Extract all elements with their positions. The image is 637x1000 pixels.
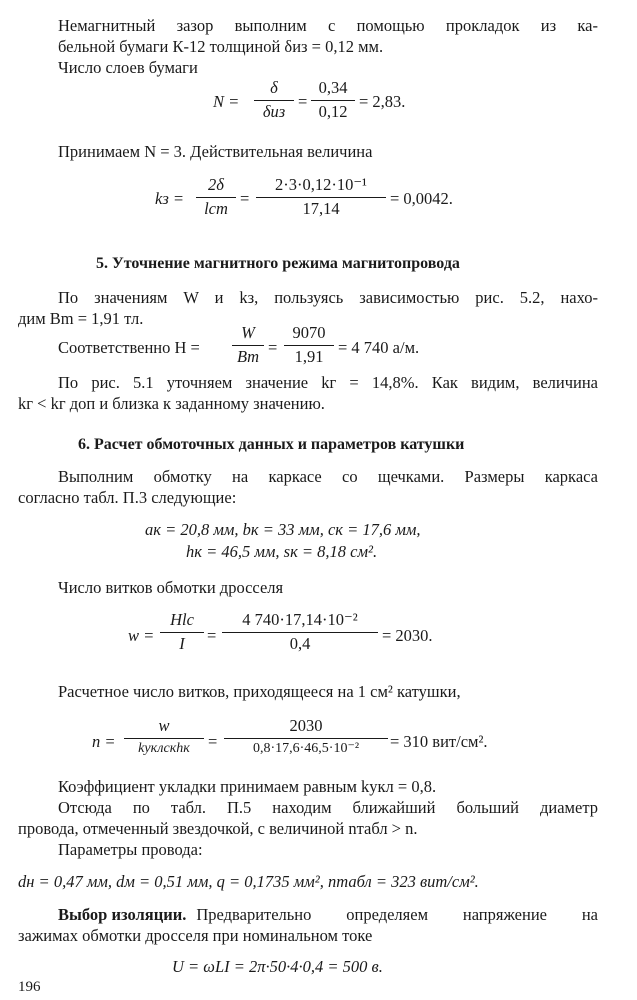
eq-n2-f2-den: 0,8·17,6·46,5·10⁻² (252, 740, 360, 756)
eq-kz-rhs: = 0,0042. (390, 189, 453, 208)
turns-per-cm-label: Расчетное число витков, приходящееся на 1 см² катушки, (58, 682, 461, 701)
equation-u: U = ωLI = 2π·50·4·0,4 = 500 в. (172, 957, 383, 976)
fill-factor-line-3: провода, отмеченный звездочкой, с величиной nтабл > n. (18, 819, 418, 838)
eq-n2-fraction-1 (124, 718, 204, 756)
page-number: 196 (18, 979, 41, 995)
eq-n2-f2-num: 2030 (289, 716, 323, 735)
eq-n2-f1-num: w (158, 716, 170, 735)
eq-w-fraction-2 (222, 612, 378, 652)
fill-factor-line-1: Коэффициент укладки принимаем равным kукл = 0,8. (58, 777, 437, 796)
eq-n2-lhs: n = (92, 732, 116, 751)
layers-label: Число слоев бумаги (58, 58, 198, 77)
insulation-heading: Выбор изоляции. (58, 905, 187, 924)
section-5-heading: 5. Уточнение магнитного режима магнитопровода (96, 255, 460, 272)
eq-n2-f1-den: kуклcкhк (138, 740, 190, 756)
section-6-heading: 6. Расчет обмоточных данных и параметров катушки (78, 436, 465, 453)
eq-n-f1-den: δиз (262, 101, 286, 121)
eq-w-lhs: w = (128, 626, 155, 645)
eq-n2-eq1: = (208, 732, 218, 751)
section-6-line-2: согласно табл. П.3 следующие: (18, 488, 237, 507)
insulation-line-1-text: Предварительно определяем напряжение на (196, 905, 598, 924)
section-5-line-2: дим Bm = 1,91 тл. (18, 309, 144, 328)
paragraph-gap-line-2: бельной бумаги К-12 толщиной δиз = 0,12 мм. (58, 37, 384, 56)
insulation-line-2: зажимах обмотки дросселя при номинальном токе (18, 926, 373, 945)
eq-h-rhs: = 4 740 а/м. (338, 338, 420, 357)
eq-w-f2-num: 4 740·17,14·10⁻² (242, 610, 358, 629)
eq-w-rhs: = 2030. (382, 626, 433, 645)
eq-n-lhs: N = (213, 92, 240, 111)
eq-n-f2-den: 0,12 (318, 101, 348, 121)
section-6-line-1: Выполним обмотку на каркасе со щечками. Размеры каркаса (58, 467, 598, 486)
eq-kz-fraction-2 (256, 177, 386, 217)
eq-kz-fraction-1 (196, 177, 236, 217)
eq-n-rhs: = 2,83. (359, 92, 406, 111)
eq-kz-eq1: = (240, 189, 250, 208)
eq-w-eq1: = (207, 626, 217, 645)
section-5-line-1: По значениям W и kз, пользуясь зависимостью рис. 5.2, нахо- (58, 288, 598, 307)
frame-dimensions-line-1: aк = 20,8 мм, bк = 33 мм, cк = 17,6 мм, (145, 520, 421, 539)
wire-params-values: dн = 0,47 мм, dм = 0,51 мм, q = 0,1735 мм², nтабл = 323 вит/см². (18, 872, 479, 891)
eq-n-f2-num: 0,34 (318, 78, 348, 97)
eq-h-fraction-2 (284, 325, 334, 365)
eq-kz-f2-den: 17,14 (302, 198, 340, 218)
eq-kz-f1-num: 2δ (208, 175, 224, 194)
eq-w-f1-den: I (179, 633, 185, 653)
eq-h-lhs: Соответственно H = (58, 338, 200, 357)
eq-n-f1-num: δ (270, 78, 278, 97)
eq-w-f2-den: 0,4 (289, 633, 311, 653)
turns-label: Число витков обмотки дросселя (58, 578, 284, 597)
wire-params-label: Параметры провода: (58, 840, 203, 859)
frame-dimensions-line-2: hк = 46,5 мм, sк = 8,18 см². (186, 542, 378, 561)
section-5-line-3: По рис. 5.1 уточняем значение kг = 14,8%. Как видим, величина (58, 373, 598, 392)
eq-n2-fraction-2 (224, 718, 388, 756)
eq-kz-f2-num: 2·3·0,12·10⁻¹ (274, 175, 367, 194)
eq-h-fraction-1 (232, 325, 264, 365)
eq-h-f2-den: 1,91 (294, 346, 324, 366)
eq-n-fraction-1 (254, 80, 294, 120)
fill-factor-line-2: Отсюда по табл. П.5 находим ближайший больший диаметр (58, 798, 598, 817)
accept-n-line: Принимаем N = 3. Действительная величина (58, 142, 373, 161)
eq-w-f1-num: Hlc (170, 610, 194, 629)
section-5-line-4: kг < kг доп и близка к заданному значению. (18, 394, 325, 413)
eq-n2-rhs: = 310 вит/см². (390, 732, 488, 751)
eq-h-f2-num: 9070 (292, 323, 326, 342)
eq-w-fraction-1 (160, 612, 204, 652)
eq-h-eq1: = (268, 338, 278, 357)
eq-n-fraction-2 (311, 80, 355, 120)
eq-h-f1-den: Bm (237, 346, 259, 366)
eq-h-f1-num: W (241, 323, 255, 342)
eq-kz-f1-den: lст (204, 198, 228, 218)
eq-kz-lhs: kз = (155, 189, 185, 208)
paragraph-gap-line-1: Немагнитный зазор выполним с помощью прокладок из ка- (58, 16, 598, 35)
insulation-line-1 (58, 907, 598, 924)
eq-n-eq1: = (298, 92, 308, 111)
